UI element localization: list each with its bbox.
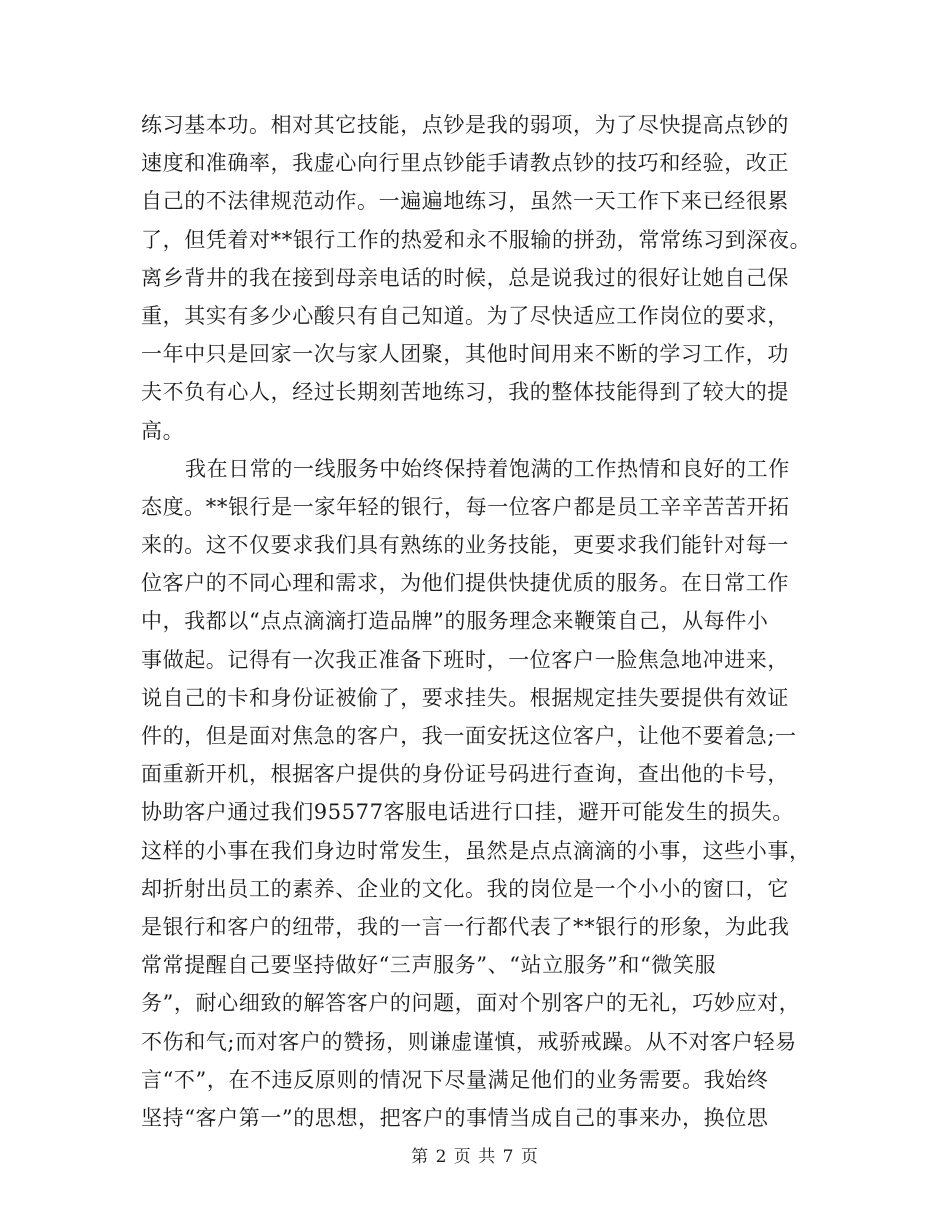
text-line: 事做起。记得有一次我正准备下班时，一位客户一脸焦急地冲进来，	[141, 647, 789, 672]
text-line: 高。	[141, 418, 185, 443]
text-line: 一年中只是回家一次与家人团聚，其他时间用来不断的学习工作，功	[141, 342, 789, 367]
text-line: 务”，耐心细致的解答客户的问题，面对个别客户的无礼，巧妙应对，	[141, 991, 801, 1016]
text-line: 来的。这不仅要求我们具有熟练的业务技能，更要求我们能针对每一	[141, 533, 789, 558]
body-text	[141, 106, 811, 1137]
text-line: 夫不负有心人，经过长期刻苦地练习，我的整体技能得到了较大的提	[141, 380, 789, 405]
text-line: 态度。**银行是一家年轻的银行，每一位客户都是员工辛辛苦苦开拓	[141, 494, 790, 519]
text-line: 是银行和客户的纽带，我的一言一行都代表了**银行的形象，为此我	[141, 914, 790, 939]
text-line: 不伤和气;而对客户的赞扬，则谦虚谨慎，戒骄戒躁。从不对客户轻易	[141, 1029, 797, 1054]
text-line: 却折射出员工的素养、企业的文化。我的岗位是一个小小的窗口，它	[141, 876, 789, 901]
text-line: 位客户的不同心理和需求，为他们提供快捷优质的服务。在日常工作	[141, 571, 789, 596]
text-line: 面重新开机，根据客户提供的身份证号码进行查询，查出他的卡号，	[141, 762, 789, 787]
text-line: 重，其实有多少心酸只有自己知道。为了尽快适应工作岗位的要求，	[141, 303, 789, 328]
text-line: 了，但凭着对**银行工作的热爱和永不服输的拼劲，常常练习到深夜。	[141, 227, 812, 252]
text-line: 常常提醒自己要坚持做好“三声服务”、“站立服务”和“微笑服	[141, 953, 717, 978]
text-line: 我在日常的一线服务中始终保持着饱满的工作热情和良好的工作	[185, 456, 790, 481]
text-line: 这样的小事在我们身边时常发生，虽然是点点滴滴的小事，这些小事，	[141, 838, 811, 863]
text-line: 件的，但是面对焦急的客户，我一面安抚这位客户，让他不要着急;一	[141, 724, 797, 748]
text-line: 说自己的卡和身份证被偷了，要求挂失。根据规定挂失要提供有效证	[141, 685, 789, 710]
text-line: 协助客户通过我们95577客服电话进行口挂，避开可能发生的损失。	[141, 800, 795, 825]
text-line: 自己的不法律规范动作。一遍遍地练习，虽然一天工作下来已经很累	[141, 189, 789, 214]
page-footer: 第 2 页 共 7 页	[411, 1147, 539, 1167]
text-line: 坚持“客户第一”的思想，把客户的事情当成自己的事来办，换位思	[141, 1105, 769, 1130]
text-line: 离乡背井的我在接到母亲电话的时候，总是说我过的很好让她自己保	[141, 265, 789, 290]
text-line: 中，我都以“点点滴滴打造品牌”的服务理念来鞭策自己，从每件小	[141, 609, 769, 634]
text-line: 练习基本功。相对其它技能，点钞是我的弱项，为了尽快提高点钞的	[141, 113, 789, 137]
text-line: 速度和准确率，我虚心向行里点钞能手请教点钞的技巧和经验，改正	[141, 151, 789, 176]
text-line: 言“不”，在不违反原则的情况下尽量满足他们的业务需要。我始终	[141, 1067, 769, 1092]
